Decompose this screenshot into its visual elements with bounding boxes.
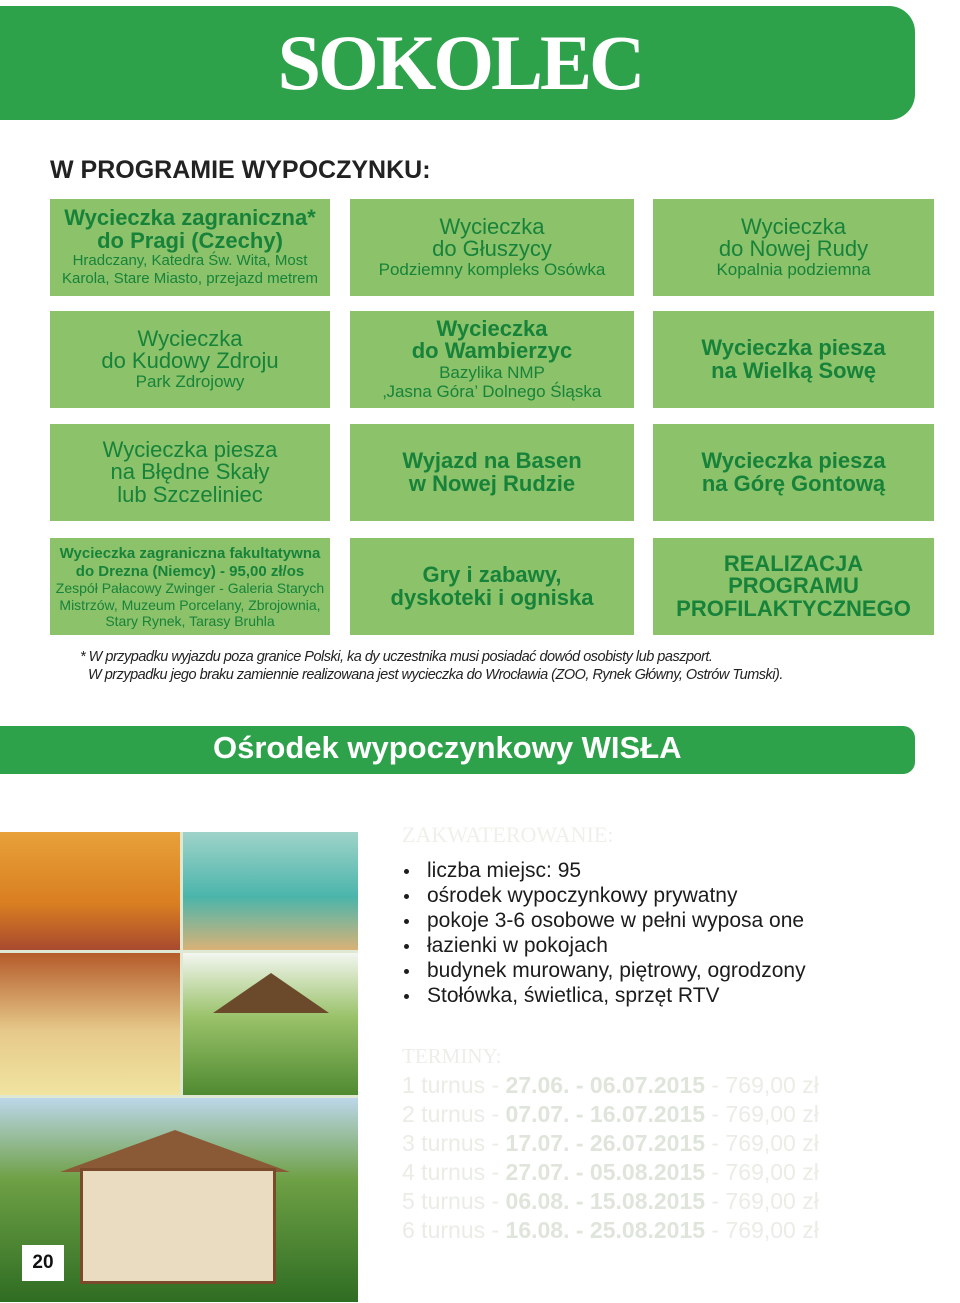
box-title-line: na Błędne Skały bbox=[110, 459, 270, 485]
list-item: liczba miejsc: 95 bbox=[402, 858, 806, 883]
program-box-gry bbox=[350, 538, 634, 635]
box-title-line: w Nowej Rudzie bbox=[408, 470, 576, 496]
program-heading: W PROGRAMIE WYPOCZYNKU: bbox=[50, 156, 431, 184]
box-title-line: REALIZACJA bbox=[723, 550, 864, 576]
box-title-line: Wycieczka bbox=[137, 325, 243, 351]
term-row bbox=[402, 1100, 819, 1129]
program-box-gluszyca bbox=[350, 199, 634, 296]
term-dates: 16.08. - 25.08.2015 bbox=[505, 1217, 706, 1243]
box-title-line: lub Szczeliniec bbox=[117, 481, 263, 507]
term-price: - 769,00 zł bbox=[705, 1101, 819, 1127]
term-dates: 07.07. - 16.07.2015 bbox=[505, 1101, 706, 1127]
footnote-line: W przypadku jego braku zamiennie realizowana jest wycieczka do Wrocławia (ZOO, Rynek Główny, Ostrów Tumski). bbox=[88, 667, 783, 684]
box-subtitle: Podziemny kompleks Osówka bbox=[378, 260, 606, 280]
list-item: pokoje 3-6 osobowe w pełni wyposa one bbox=[402, 908, 806, 933]
term-price: - 769,00 zł bbox=[705, 1159, 819, 1185]
term-label: 2 turnus - bbox=[402, 1101, 506, 1127]
house-body bbox=[80, 1168, 276, 1284]
box-subtitle: Kopalnia podziemna bbox=[716, 260, 871, 280]
term-row bbox=[402, 1216, 819, 1245]
gazebo-roof bbox=[213, 973, 329, 1013]
box-title-line: Wycieczka piesza bbox=[701, 448, 886, 474]
list-item: ośrodek wypoczynkowy prywatny bbox=[402, 883, 806, 908]
program-box-kudowa bbox=[50, 311, 330, 408]
term-price: - 769,00 zł bbox=[705, 1188, 819, 1214]
term-label: 5 turnus - bbox=[402, 1188, 506, 1214]
page-number: 20 bbox=[22, 1245, 64, 1281]
page-title: SOKOLEC bbox=[277, 19, 643, 106]
footnote bbox=[80, 648, 940, 684]
box-title-line: dyskoteki i ogniska bbox=[390, 584, 594, 610]
section-title: Ośrodek wypoczynkowy WISŁA bbox=[213, 730, 682, 765]
term-label: 1 turnus - bbox=[402, 1072, 506, 1098]
box-title-line: Gry i zabawy, bbox=[422, 562, 562, 588]
term-price: - 769,00 zł bbox=[705, 1072, 819, 1098]
box-title-line: PROGRAMU bbox=[728, 573, 859, 599]
photo-room-orange bbox=[0, 832, 180, 950]
photo-room-turquoise bbox=[183, 832, 358, 950]
box-title-line: Wycieczka bbox=[436, 316, 548, 342]
term-dates: 27.06. - 06.07.2015 bbox=[505, 1072, 706, 1098]
term-row bbox=[402, 1158, 819, 1187]
term-price: - 769,00 zł bbox=[705, 1130, 819, 1156]
box-title-line: do Nowej Rudy bbox=[718, 235, 869, 261]
term-dates: 06.08. - 15.08.2015 bbox=[505, 1188, 706, 1214]
photo-dining-hall bbox=[0, 953, 180, 1095]
list-item: Stołówka, świetlica, sprzęt RTV bbox=[402, 983, 806, 1008]
program-box-wambierzyce bbox=[350, 311, 634, 408]
box-title-line: Wycieczka piesza bbox=[102, 436, 278, 462]
term-dates: 27.07. - 05.08.2015 bbox=[505, 1159, 706, 1185]
box-title-line: Wycieczka bbox=[741, 213, 846, 239]
list-item: łazienki w pokojach bbox=[402, 933, 806, 958]
box-title-line: Wycieczka zagraniczna* bbox=[64, 205, 316, 231]
program-box-drezno bbox=[50, 538, 330, 635]
program-box-prague bbox=[50, 199, 330, 296]
house-roof bbox=[60, 1130, 290, 1172]
box-subtitle: Stary Rynek, Tarasy Bruhla bbox=[105, 613, 275, 630]
box-title-line: Wyjazd na Basen bbox=[402, 448, 582, 474]
box-title-line: na Wielką Sowę bbox=[711, 357, 876, 383]
terms-heading: TERMINY: bbox=[402, 1044, 502, 1068]
terms-list bbox=[402, 1071, 819, 1245]
box-title-line: do Drezna (Niemcy) - 95,00 zł/os bbox=[75, 562, 305, 580]
box-title-line: PROFILAKTYCZNEGO bbox=[676, 595, 911, 621]
term-label: 3 turnus - bbox=[402, 1130, 506, 1156]
program-box-profilaktyka bbox=[653, 538, 934, 635]
program-box-gontowa bbox=[653, 424, 934, 521]
list-item: budynek murowany, piętrowy, ogrodzony bbox=[402, 958, 806, 983]
term-row bbox=[402, 1071, 819, 1100]
program-box-bledne-skaly bbox=[50, 424, 330, 521]
program-box-nowa-ruda bbox=[653, 199, 934, 296]
box-title-line: do Kudowy Zdroju bbox=[101, 347, 279, 373]
box-subtitle: ‚Jasna Góra’ Dolnego Śląska bbox=[382, 381, 602, 401]
photo-collage bbox=[0, 832, 358, 1302]
box-title-line: Wycieczka bbox=[439, 213, 545, 239]
box-subtitle: Mistrzów, Muzeum Porcelany, Zbrojownia, bbox=[59, 596, 321, 613]
term-dates: 17.07. - 26.07.2015 bbox=[505, 1130, 706, 1156]
box-subtitle: Zespół Pałacowy Zwinger - Galeria Starych bbox=[55, 580, 325, 597]
footnote-line: * W przypadku wyjazdu poza granice Polski, ka dy uczestnika musi posiadać dowód osobisty lub paszport. bbox=[80, 649, 713, 665]
term-row bbox=[402, 1129, 819, 1158]
box-subtitle: Karola, Stare Miasto, przejazd metrem bbox=[62, 269, 318, 287]
term-price: - 769,00 zł bbox=[705, 1217, 819, 1243]
box-title-line: do Wambierzyc bbox=[411, 338, 573, 364]
box-title-line: do Głuszycy bbox=[432, 235, 552, 261]
accommodation-heading: ZAKWATEROWANIE: bbox=[402, 822, 614, 847]
box-title-line: Wycieczka piesza bbox=[701, 335, 886, 361]
photo-gazebo bbox=[183, 953, 358, 1095]
box-title-line: na Górę Gontową bbox=[701, 470, 886, 496]
box-subtitle: Park Zdrojowy bbox=[135, 372, 245, 392]
box-title-line: do Pragi (Czechy) bbox=[97, 227, 283, 253]
program-box-basen bbox=[350, 424, 634, 521]
term-label: 4 turnus - bbox=[402, 1159, 506, 1185]
term-label: 6 turnus - bbox=[402, 1217, 506, 1243]
box-title-line: Wycieczka zagraniczna fakultatywna bbox=[59, 545, 321, 563]
facility-list bbox=[402, 858, 806, 1008]
box-subtitle: Bazylika NMP bbox=[439, 362, 545, 382]
term-row bbox=[402, 1187, 819, 1216]
box-subtitle: Hradczany, Katedra Św. Wita, Most bbox=[72, 252, 308, 270]
program-box-wielka-sowa bbox=[653, 311, 934, 408]
